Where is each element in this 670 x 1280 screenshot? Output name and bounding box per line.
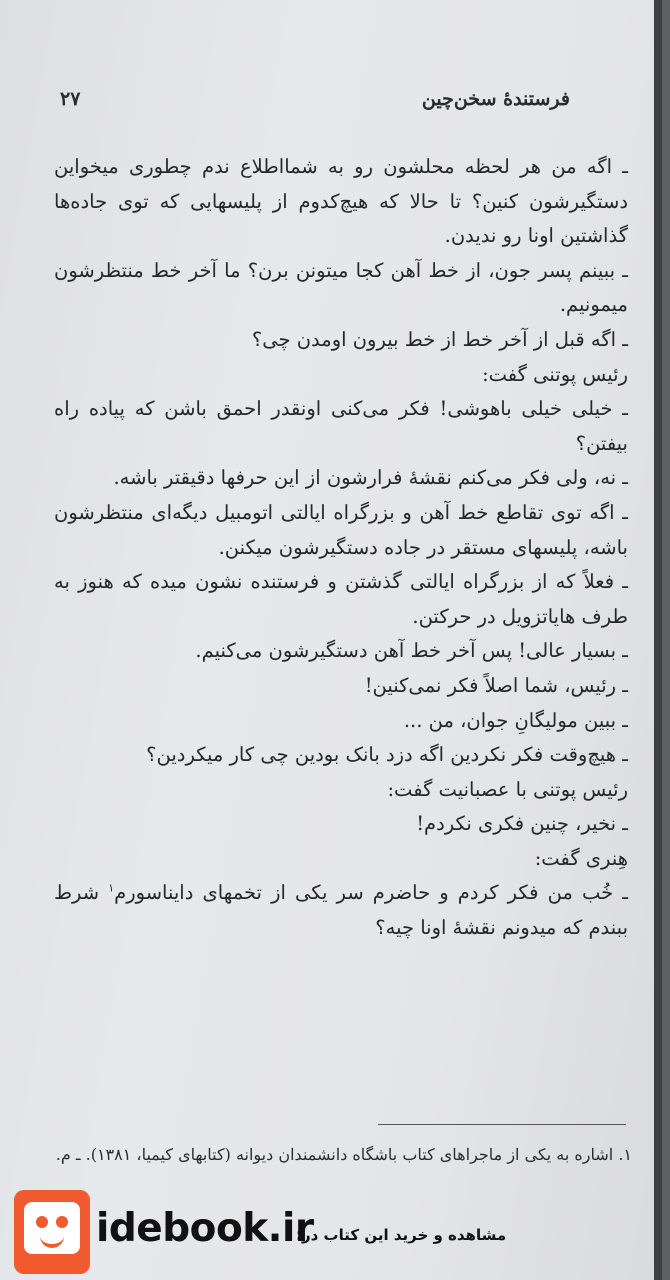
logo-eye-icon xyxy=(56,1216,68,1228)
paragraph-text: ـ خُب من فکر کردم و حاضرم سر یکی از تخمهای دایناسورم xyxy=(114,881,628,905)
paragraph: رئیس پوتنی گفت: xyxy=(482,362,628,386)
logo-eye-icon xyxy=(36,1216,48,1228)
logo-smile-icon xyxy=(40,1232,64,1248)
footnote-marker: ۱ xyxy=(108,881,115,895)
page-number: ۲۷ xyxy=(60,88,81,110)
paragraph: هِنری گفت: xyxy=(534,846,628,870)
paragraph: ـ خیلی خیلی باهوشی! فکر می‌کنی اونقدر احمق باشن که پیاده راه بیفتن؟ xyxy=(54,397,628,455)
paragraph: ـ رئیس، شما اصلاً فکر نمی‌کنین! xyxy=(364,673,628,697)
page-gutter xyxy=(654,0,662,1280)
chapter-title: فرستندهٔ سخن‌چین xyxy=(421,88,570,110)
watermark-tagline: مشاهده و خرید این کتاب در: xyxy=(296,1226,507,1244)
paragraph: ـ اگه من هر لحظه محلشون رو به شمااطلاع ندم چطوری میخواین دستگیرشون کنین؟ تا حالا که هیچ‌کدوم از پلیسهایی که توی جاده‌ها گذاشتین اونا رو ندیدن. xyxy=(54,155,628,248)
paragraph: ـ ببینم پسر جون، از خط آهن کجا میتونن برن؟ ما آخر خط منتظرشون میمونیم. xyxy=(54,258,628,317)
footnote xyxy=(18,1140,632,1170)
paragraph-text: شرط ببندم که میدونم نقشهٔ اونا چیه؟ xyxy=(54,881,628,940)
watermark xyxy=(0,1188,600,1280)
paragraph: ـ بسیار عالی! پس آخر خط آهن دستگیرشون می‌کنیم. xyxy=(195,639,628,663)
footnote-text: ۱. اشاره به یکی از ماجراهای کتاب باشگاه دانشمندان دیوانه (کتابهای کیمیا، ۱۳۸۱). ـ م. xyxy=(55,1145,632,1164)
paragraph: ـ هیچ‌وقت فکر نکردین اگه دزد بانک بودین چی کار میکردین؟ xyxy=(146,743,628,767)
paragraph: ـ فعلاً که از بزرگراه ایالتی گذشتن و فرستنده نشون میده که هنوز به طرف هایاتزویل در حرکتن. xyxy=(54,570,628,628)
paragraph: ـ ببین مولیگانِ جوان، من ... xyxy=(403,708,628,732)
footnote-divider xyxy=(378,1124,626,1125)
paragraph: رئیس پوتنی با عصبانیت گفت: xyxy=(387,777,628,801)
body-text xyxy=(54,150,628,946)
running-header xyxy=(60,88,570,120)
paragraph: ـ اگه قبل از آخر خط از خط بیرون اومدن چی؟ xyxy=(251,327,628,351)
paragraph: ـ نه، ولی فکر می‌کنم نقشهٔ فرارشون از این حرفها دقیقتر باشه. xyxy=(113,466,628,490)
paragraph: ـ اگه توی تقاطع خط آهن و بزرگراه ایالتی اتومبیل دیگه‌ای منتظرشون باشه، پلیسهای مستقر در جاده دستگیرشون میکنن. xyxy=(54,500,628,559)
watermark-brand: idebook.ir xyxy=(96,1206,314,1251)
paragraph-last xyxy=(54,876,628,945)
book-logo-icon xyxy=(14,1190,90,1274)
paragraph: ـ نخیر، چنین فکری نکردم! xyxy=(416,812,628,836)
